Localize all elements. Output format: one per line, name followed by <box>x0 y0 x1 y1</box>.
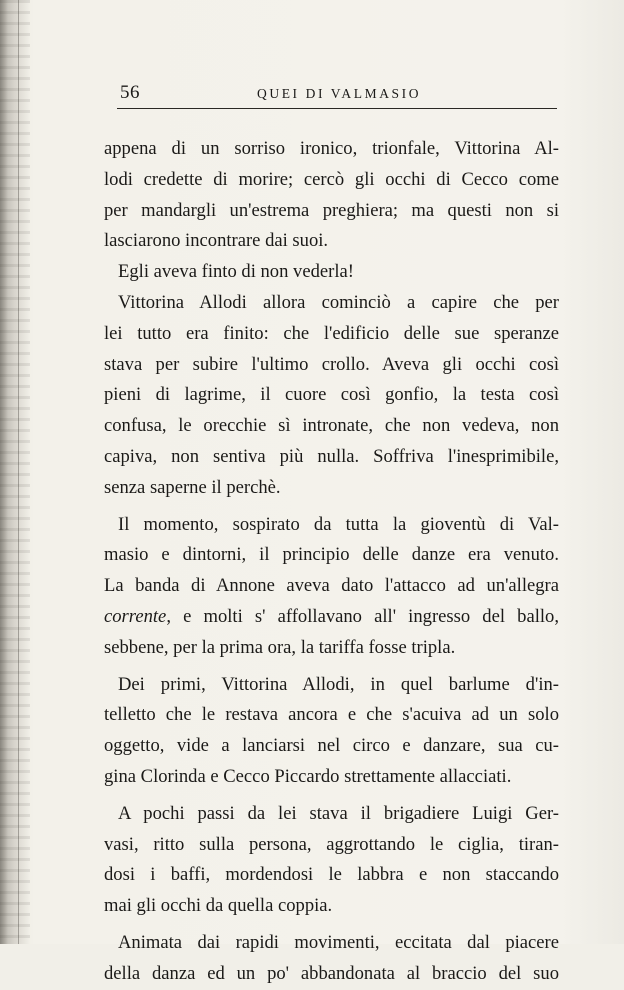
text-line: appena di un sorriso ironico, trionfale, Vittorina Al- <box>104 138 559 159</box>
text-line: Vittorina Allodi allora cominciò a capire che per <box>118 291 559 313</box>
text-line: masio e dintorni, il principio delle danze era venuto. <box>104 544 559 566</box>
text-line: lei tutto era finito: che l'edificio delle sue speranze <box>104 322 559 344</box>
text-line: vasi, ritto sulla persona, aggrottando le ciglia, tiran- <box>104 833 559 855</box>
text-line: sebbene, per la prima ora, la tariffa fosse tripla. <box>104 636 456 658</box>
text-line: della danza ed un po' abbandonata al braccio del suo <box>104 962 559 984</box>
text-line: gina Clorinda e Cecco Piccardo strettamente allacciati. <box>104 765 512 787</box>
text-line: telletto che le restava ancora e che s'acuiva ad un solo <box>104 704 559 726</box>
text-line: lasciarono incontrare dai suoi. <box>104 230 329 252</box>
text-line: mai gli occhi da quella coppia. <box>104 895 333 917</box>
text-line: per mandargli un'estrema preghiera; ma questi non si <box>104 199 559 221</box>
header-rule <box>117 108 557 109</box>
text-line: stava per subire l'ultimo crollo. Aveva gli occhi così <box>104 353 559 375</box>
running-title: QUEI DI VALMASIO <box>257 86 422 101</box>
text-line: Dei primi, Vittorina Allodi, in quel barlume d'in- <box>118 673 559 695</box>
page-header <box>0 74 624 114</box>
text-line: oggetto, vide a lanciarsi nel circo e danzare, sua cu- <box>104 735 559 757</box>
text-line: lodi credette di morire; cercò gli occhi di Cecco come <box>104 168 559 190</box>
text-line: Egli aveva finto di non vederla! <box>118 261 354 283</box>
text-line: Il momento, sospirato da tutta la gioventù di Val- <box>118 513 559 535</box>
text-line-with-italic: corrente, e molti s' affollavano all' ingresso del ballo, <box>104 605 559 627</box>
text-line: senza saperne il perchè. <box>104 476 281 498</box>
italic-word: corrente <box>104 605 167 627</box>
text-line: Animata dai rapidi movimenti, eccitata dal piacere <box>118 931 559 953</box>
body-text <box>104 134 559 990</box>
text-line: La banda di Annone aveva dato l'attacco ad un'allegra <box>104 575 559 597</box>
text-line: dosi i baffi, mordendosi le labbra e non staccando <box>104 864 559 886</box>
text-line: pieni di lagrime, il cuore così gonfio, la testa così <box>104 384 559 406</box>
text-line: capiva, non sentiva più nulla. Soffriva l'inesprimibile, <box>104 445 559 467</box>
text-line: confusa, le orecchie sì intronate, che non vedeva, non <box>104 415 559 437</box>
page-number: 56 <box>120 82 140 103</box>
book-binding-edge <box>0 0 30 944</box>
text-line: A pochi passi da lei stava il brigadiere Luigi Ger- <box>118 802 559 824</box>
